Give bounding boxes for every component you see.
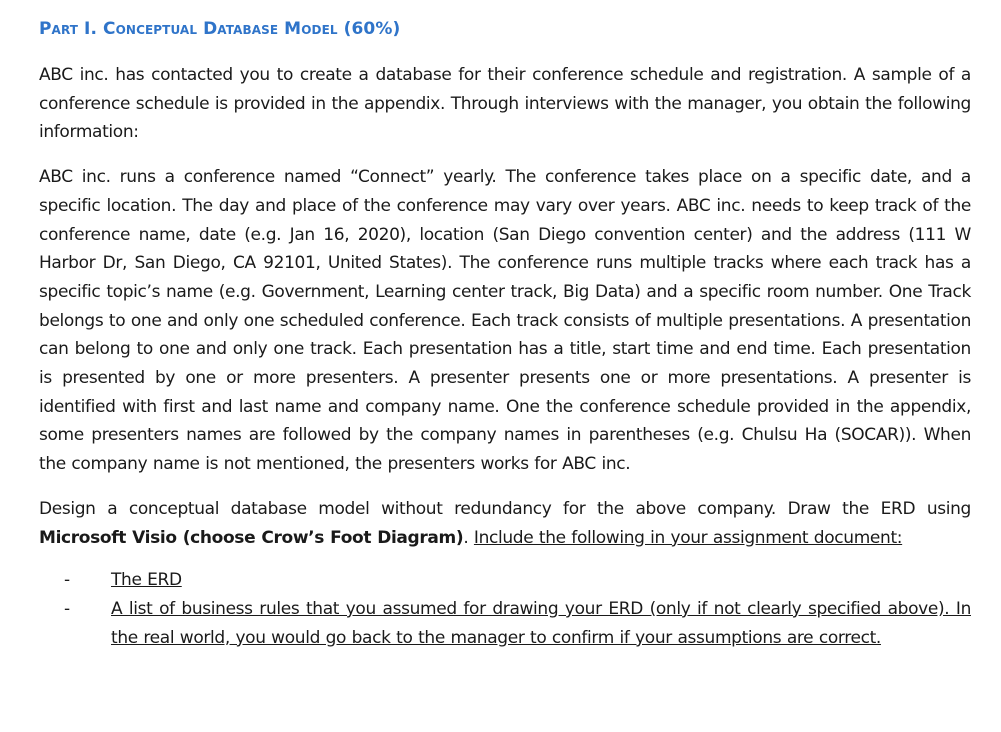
design-instruction-lead: Design a conceptual database model without redundancy for the above company. Draw the ERD using	[39, 498, 971, 519]
deliverables-list	[39, 566, 971, 652]
list-item	[39, 595, 971, 652]
design-instruction	[39, 495, 971, 552]
list-dash: -	[64, 598, 70, 619]
design-instruction-separator: .	[463, 527, 474, 548]
section-heading: Part I. Conceptual Database Model (60%)	[39, 19, 401, 39]
list-dash: -	[64, 570, 70, 591]
list-item-text: The ERD	[111, 570, 182, 591]
paragraph-details: ABC inc. runs a conference named “Connect” yearly. The conference takes place on a specific date, and a specific location. The day and place of the conference may vary over years. ABC inc. needs to keep track of the conference name, date (e.g. Jan 16, 2020), location (San Diego convention center) and the address (111 W Harbor Dr, San Diego, CA 92101, United States). The conference runs multiple tracks where each track has a specific topic’s name (e.g. Government, Learning center track, Big Data) and a specific room number. One Track belongs to one and only one scheduled conference. Each track consists of multiple presentations. A presentation can belong to one and only one track. Each presentation has a title, start time and end time. Each presentation is presented by one or more presenters. A presenter presents one or more presentations. A presenter is identified with first and last name and company name. One the conference schedule provided in the appendix, some presenters names are followed by the company names in parentheses (e.g. Chulsu Ha (SOCAR)). When the company name is not mentioned, the presenters works for ABC inc.	[39, 167, 971, 475]
design-instruction-tool: Microsoft Visio (choose Crow’s Foot Diagram)	[39, 527, 464, 548]
list-item	[39, 566, 971, 595]
paragraph-intro: ABC inc. has contacted you to create a database for their conference schedule and registration. A sample of a conference schedule is provided in the appendix. Through interviews with the manager, you obtain the following information:	[39, 65, 971, 143]
design-instruction-include: Include the following in your assignment document:	[473, 527, 903, 548]
list-item-text: A list of business rules that you assumed for drawing your ERD (only if not clearly specified above). In the real world, you would go back to the manager to confirm if your assumptions are correct.	[111, 598, 971, 648]
